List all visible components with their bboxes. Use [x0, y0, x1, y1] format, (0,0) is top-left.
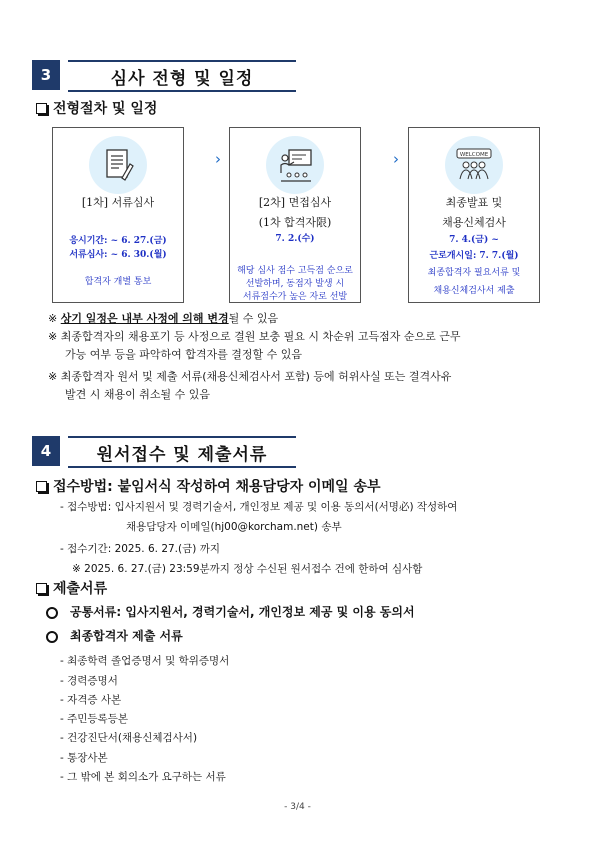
section-title: 원서접수 및 제출서류: [68, 436, 296, 468]
list-item: - 최종학력 졸업증명서 및 학위증명서: [60, 655, 230, 667]
note-rest: 될 수 있음: [228, 312, 279, 325]
note-text: 최종합격자의 채용포기 등 사정으로 결원 보충 필요 시 차순위 고득점자 순으로 근무: [60, 330, 461, 343]
note-text: 최종합격자 원서 및 제출 서류(채용신체검사서 포함) 등에 허위사실 또는 결격사유: [60, 370, 452, 383]
method-line: - 접수방법: 입사지원서 및 경력기술서, 개인정보 제공 및 이용 동의서(서명必) 작성하여: [60, 501, 458, 513]
card-note-line: 서류점수가 높은 자로 선발: [242, 292, 348, 302]
card-note-line: 선발하며, 동점자 발생 시: [245, 279, 345, 289]
subheading-text: 제출서류: [53, 581, 108, 597]
list-item: - 통장사본: [60, 752, 108, 764]
note-mark: ※: [48, 370, 58, 383]
note-false-info: [48, 368, 451, 404]
subheading-text: 전형절차 및 일정: [53, 101, 158, 117]
card-date-line: 7. 4.(금) ~: [449, 235, 499, 245]
page-number: - 3/4 -: [284, 802, 311, 812]
note-text-cont: 발견 시 채용이 취소될 수 있음: [65, 388, 210, 401]
card-date-line: 응시기간: ~ 6. 27.(금): [69, 236, 167, 246]
common-documents: [46, 603, 415, 620]
step-card-document-screening: [52, 127, 184, 303]
note-schedule-change: [48, 310, 278, 328]
list-item: - 자격증 사본: [60, 694, 122, 706]
list-item: - 경력증명서: [60, 675, 118, 687]
subheading-documents: [36, 578, 107, 598]
final-documents-heading-text: 최종합격자 제출 서류: [70, 629, 183, 643]
checkbox-square-icon: [36, 583, 47, 594]
section-number: 4: [32, 436, 60, 466]
card-subtitle: (1차 합격자限): [258, 216, 332, 229]
note-mark: ※: [48, 312, 58, 325]
note-vacancy: [48, 328, 460, 364]
subheading-method: [36, 476, 381, 496]
list-item: - 건강진단서(채용신체검사서): [60, 732, 198, 744]
welcome-icon: [445, 136, 503, 194]
svg-text:WELCOME: WELCOME: [459, 152, 489, 158]
card-note-line: 최종합격자 필요서류 및: [427, 268, 521, 278]
card-title: [1차] 서류심사: [81, 196, 155, 209]
card-note-line: 해당 심사 점수 고득점 순으로: [237, 266, 353, 276]
step-card-final: [408, 127, 540, 303]
section-title: 심사 전형 및 일정: [68, 60, 296, 92]
card-title: [2차] 면접심사: [258, 196, 332, 209]
final-documents-heading: [46, 627, 183, 644]
note-underlined: 상기 일정은 내부 사정에 의해 변경: [60, 312, 229, 325]
method-line: - 접수기간: 2025. 6. 27.(금) 까지: [60, 543, 220, 555]
subheading-schedule: [36, 98, 157, 118]
card-title-line2: 채용신체검사: [442, 216, 506, 229]
checkbox-square-icon: [36, 103, 47, 114]
common-documents-text: 공통서류: 입사지원서, 경력기술서, 개인정보 제공 및 이용 동의서: [70, 605, 415, 619]
list-item: - 그 밖에 본 회의소가 요구하는 서류: [60, 771, 226, 783]
chevron-right-icon: ›: [215, 150, 221, 168]
method-note: ※ 2025. 6. 27.(금) 23:59분까지 정상 수신된 원서접수 건에 한하여 심사함: [72, 563, 423, 575]
chevron-right-icon: ›: [393, 150, 399, 168]
checkbox-square-icon: [36, 481, 47, 492]
presentation-icon: [266, 136, 324, 194]
card-date-line: 서류심사: ~ 6. 30.(월): [69, 250, 167, 260]
note-text-cont: 가능 여부 등을 파악하여 합격자를 결정할 수 있음: [65, 348, 302, 361]
step-card-interview: [229, 127, 361, 303]
note-mark: ※: [48, 330, 58, 343]
section-number: 3: [32, 60, 60, 90]
document-icon: [89, 136, 147, 194]
list-item: - 주민등록등본: [60, 713, 128, 725]
circle-bullet-icon: [46, 631, 58, 643]
card-date-line: 근로개시일: 7. 7.(월): [429, 251, 519, 261]
card-title: 최종발표 및: [445, 196, 503, 209]
method-line: 채용담당자 이메일(hj00@korcham.net) 송부: [126, 521, 342, 533]
subheading-text: 접수방법: 붙임서식 작성하여 채용담당자 이메일 송부: [53, 479, 381, 495]
card-date-line: 7. 2.(수): [275, 234, 315, 244]
circle-bullet-icon: [46, 607, 58, 619]
card-note-line: 채용신체검사서 제출: [433, 286, 515, 296]
card-note: 합격자 개별 통보: [84, 277, 152, 287]
